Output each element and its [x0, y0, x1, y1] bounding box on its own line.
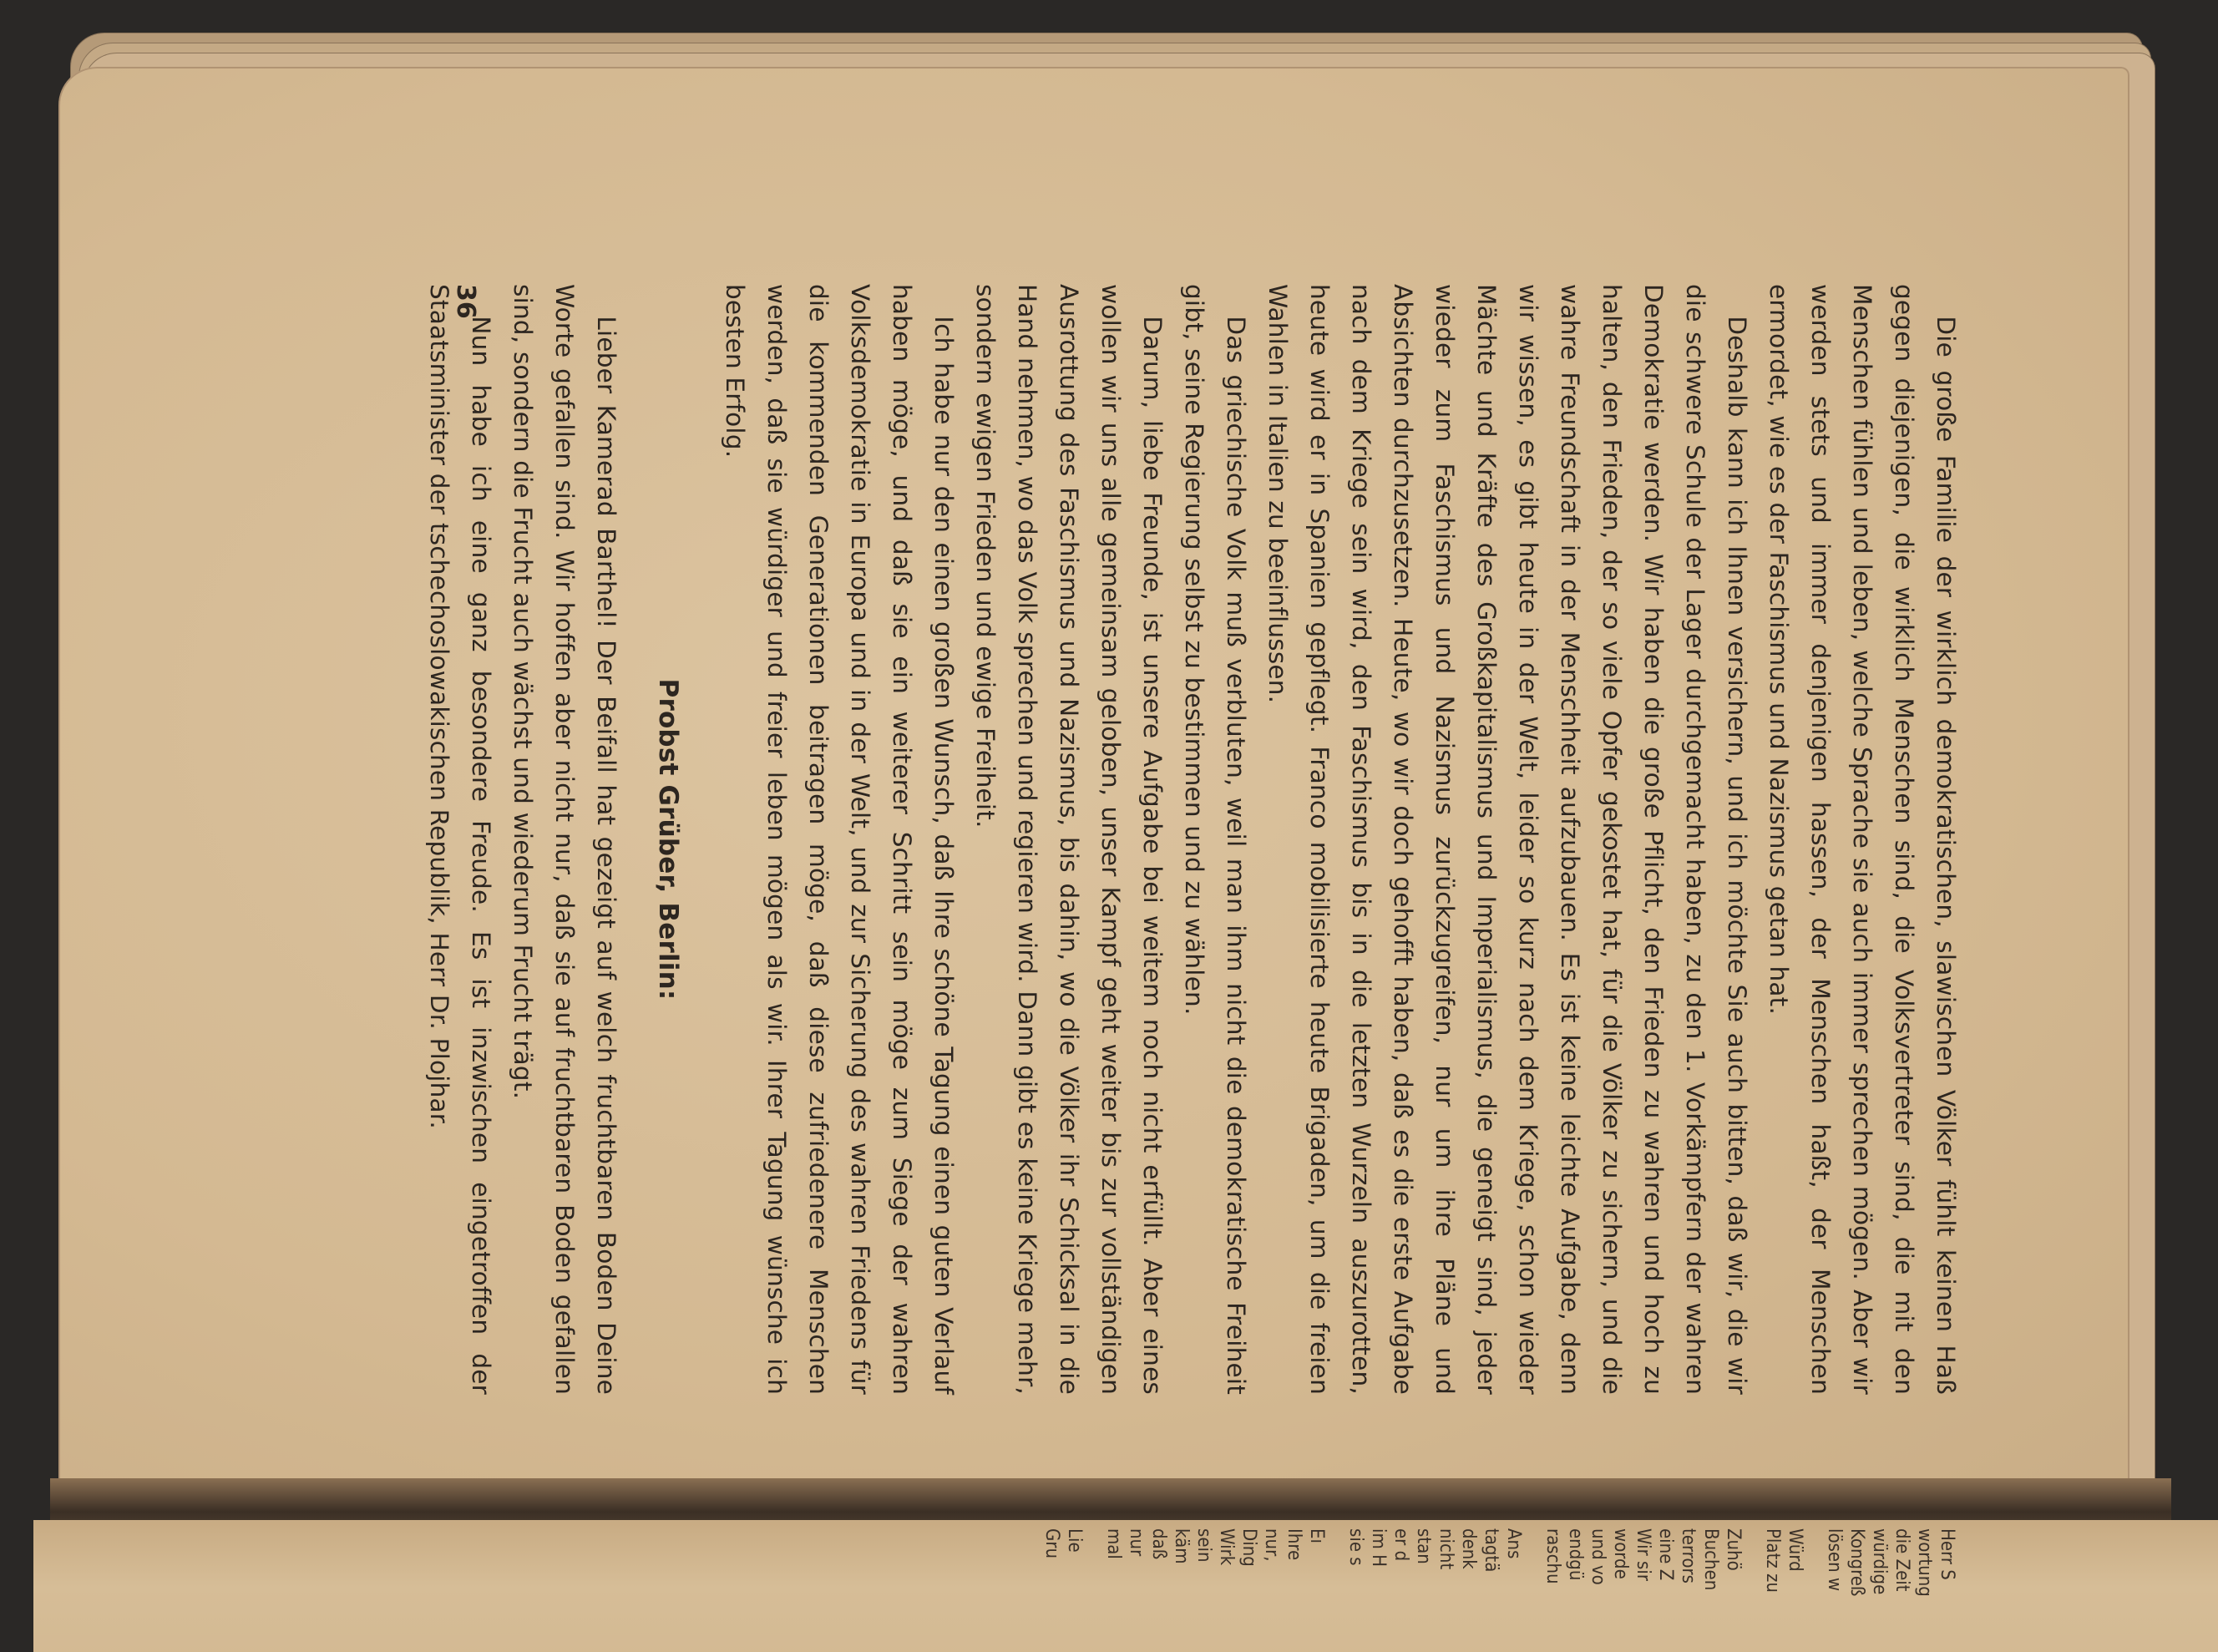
- next-page-line: worde: [1610, 1528, 1631, 1579]
- next-page-line: er d: [1390, 1528, 1411, 1562]
- paragraph: Das griechische Volk muß verbluten, weil man ihm nicht die demokratische Freiheit gibt, seine Regierung selbst zu bestimmen und zu wählen.: [1180, 284, 1250, 1395]
- next-page-line: nicht: [1436, 1528, 1456, 1570]
- next-page-line: und vo: [1588, 1528, 1608, 1585]
- next-page-line: [1525, 1528, 1542, 1652]
- page-content: [380, 284, 1967, 1395]
- next-page-line: Eı: [1306, 1528, 1327, 1544]
- next-page-line: im H: [1368, 1528, 1389, 1567]
- next-page-line: stan: [1413, 1528, 1434, 1564]
- paragraph: Die große Familie der wirklich demokratischen, slawischen Völker fühlt keinen Haß gegen diejenigen, die wirklich Menschen sind, die Volksvertreter sind, die mit den Menschen fühlen und leben, welche Sprache sie auch immer sprechen mögen. Aber wir werden stets und immer denjenigen hassen, der Menschen haßt, der Menschen ermordet, wie es der Faschismus und Nazismus getan hat.: [1765, 284, 1960, 1395]
- next-page-line: daß: [1148, 1528, 1169, 1560]
- next-page-line: Zuhö: [1723, 1528, 1744, 1571]
- next-page-line: Wir sir: [1633, 1528, 1653, 1581]
- next-page-line: denk: [1458, 1528, 1479, 1569]
- next-page-line: terrors: [1678, 1528, 1699, 1584]
- next-page-line: Buchen: [1700, 1528, 1721, 1591]
- next-page-line: [1086, 1528, 1102, 1652]
- next-page-line: Herr S: [1937, 1528, 1957, 1580]
- next-page-line: tagtä: [1481, 1528, 1501, 1573]
- next-page-line: Lie: [1064, 1528, 1085, 1553]
- next-page-line: sein: [1193, 1528, 1214, 1563]
- next-page-line: mal: [1103, 1528, 1124, 1559]
- body-text: [418, 284, 1967, 1395]
- next-page-line: wortung: [1914, 1528, 1935, 1597]
- next-page-line: Würd: [1785, 1528, 1805, 1572]
- paragraph: Ich habe nur den einen großen Wunsch, daß Ihre schöne Tagung einen guten Verlauf haben möge, und daß sie ein weiterer Schritt sein möge zum Siege der wahren Volksdemokratie in Europa und in der Welt, und zur Sicherung des wahren Friedens für die kommenden Generationen beitragen möge, daß diese zufriedenere Menschen werden, daß sie würdiger und freier leben mögen als wir. Ihrer Tagung wünsche ich besten Erfolg.: [721, 284, 958, 1395]
- next-page-line: nur,: [1261, 1528, 1282, 1562]
- next-page-line: [1328, 1528, 1344, 1652]
- next-page-line: Ans: [1503, 1528, 1524, 1559]
- next-page-line: Gru: [1041, 1528, 1062, 1559]
- paragraph: Nun habe ich eine ganz besondere Freude. Es ist inzwischen eingetroffen der Staatsminister der tschechoslowakischen Republik, Herr Dr. Plojhar.: [425, 284, 495, 1395]
- paragraph: Lieber Kamerad Barthel! Der Beifall hat gezeigt auf welch fruchtbaren Boden Deine Worte gefallen sind. Wir hoffen aber nicht nur, daß sie auf fruchtbaren Boden gefallen sind, sondern die Frucht auch wächst und wiederum Frucht trägt.: [509, 284, 620, 1395]
- next-page-line: endgü: [1565, 1528, 1586, 1581]
- paragraph: Darum, liebe Freunde, ist unsere Aufgabe bei weitem noch nicht erfüllt. Aber eines wollen wir uns alle gemeinsam geloben, unser Kampf geht weiter bis zur vollständigen Ausrottung des Faschismus und Nazismus, bis dahin, wo die Völker ihr Schicksal in die Hand nehmen, wo das Volk sprechen und regieren wird. Dann gibt es keine Kriege mehr, sondern ewigen Frieden und ewige Freiheit.: [971, 284, 1167, 1395]
- page-number: 36: [451, 284, 480, 319]
- next-page-line: Platz zu: [1762, 1528, 1783, 1593]
- paragraph: Deshalb kann ich Ihnen versichern, und ich möchte Sie auch bitten, daß wir, die wir die schwere Schule der Lager durchgemacht haben, zu den 1. Vorkämpfern der wahren Demokratie werden. Wir haben die große Pflicht, den Frieden zu wahren und hoch zu halten, den Frieden, der so viele Opfer gekostet hat, für die Völker zu sichern, und die wahre Freundschaft in der Menschheit aufzubauen. Es ist keine leichte Aufgabe, denn wir wissen, es gibt heute in der Welt, leider so kurz nach dem Kriege, schon wieder Mächte und Kräfte des Großkapitalismus und Imperialismus, die geneigt sind, jeder wieder zum Faschismus und Nazismus zurückzugreifen, nur um ihre Pläne und Absichten durchzusetzen. Heute, wo wir doch gehofft haben, daß es die erste Aufgabe nach dem Kriege sein wird, den Faschismus bis in die letzten Wurzeln auszurotten, heute wird er in Spanien gepflegt. Franco mobilisierte heute Brigaden, um die freien Wahlen in Italien zu beeinflussen.: [1263, 284, 1751, 1395]
- next-page-line: lösen w: [1824, 1528, 1845, 1592]
- next-page-line: [1745, 1528, 1761, 1652]
- next-page-line: Kongreß: [1846, 1528, 1867, 1597]
- next-page-line: Wirk: [1216, 1528, 1237, 1566]
- next-page-line: eine Z: [1655, 1528, 1676, 1581]
- next-page-line: käm: [1171, 1528, 1192, 1564]
- section-heading: Probst Grüber, Berlin:: [653, 678, 683, 1001]
- next-page-line: [1806, 1528, 1823, 1652]
- next-page-line: sie s: [1345, 1528, 1366, 1566]
- next-page-line: raschu: [1542, 1528, 1563, 1584]
- next-page-text: [1041, 1528, 1958, 1652]
- next-page-line: würdige: [1869, 1528, 1890, 1595]
- next-page-line: die Zeit: [1891, 1528, 1912, 1592]
- next-page-line: nur: [1126, 1528, 1147, 1557]
- next-page-line: Ding: [1238, 1528, 1259, 1567]
- next-page-line: Ihre: [1284, 1528, 1304, 1561]
